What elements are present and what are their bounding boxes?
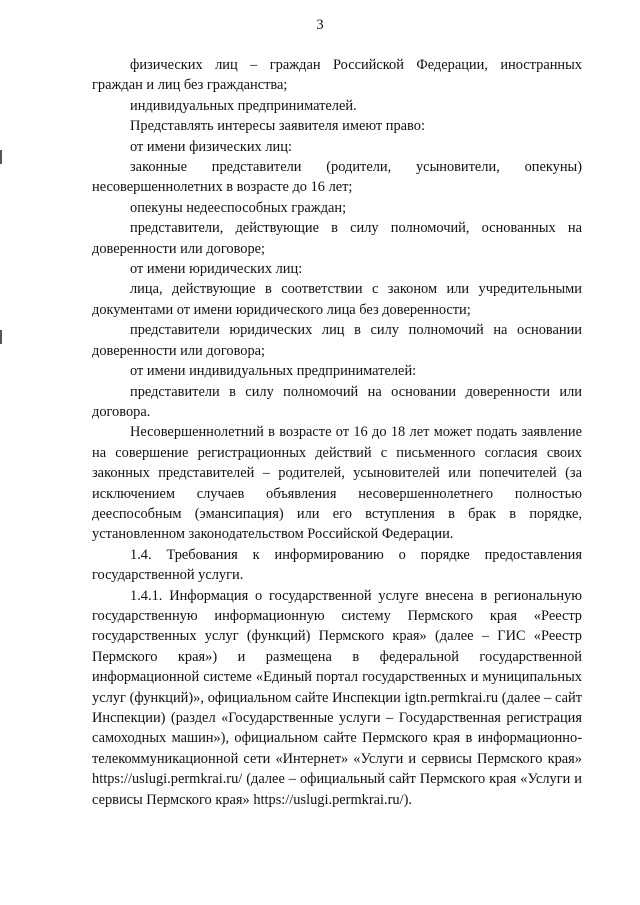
paragraph: Представлять интересы заявителя имеют право:	[130, 118, 425, 135]
paragraph: Несовершеннолетний в возрасте от 16 до 18 лет может подать заявление на совершение регистрационных действий с письменного согласия своих законных представителей – родителей, усыновителей или попечителей (за исключением случаев объявления несовершеннолетнего полностью дееспособным (эмансипация) или его вступления в брак в порядке, установленном законодательством Российской Федерации.	[92, 424, 582, 543]
paragraph: от имени индивидуальных предпринимателей:	[130, 363, 417, 380]
page-number: 3	[316, 17, 324, 33]
paragraph: 1.4.1. Информация о государственной услуге внесена в региональную государственную информационную систему Пермского края «Реестр государственных услуг (функций) Пермского края» (далее – ГИС «Реестр Пермского края») и размещена в федеральной государственной информационной системе «Единый портал государственных и муниципальных услуг (функций)», официальном сайте Инспекции igtn.permkrai.ru (далее – сайт Инспекции) (раздел «Государственные услуги – Государственная регистрация самоходных машин»), официальном сайте Пермского края в информационно-телекоммуникационной сети «Интернет» «Услуги и сервисы Пермского края» https://uslugi.permkrai.ru/ (далее – официальный сайт Пермского края «Услуги и сервисы Пермского края» https://uslugi.permkrai.ru/).	[92, 587, 582, 808]
margin-mark	[0, 150, 2, 164]
paragraph: лица, действующие в соответствии с законом или учредительными документами от имени юридического лица без доверенности;	[92, 281, 582, 318]
paragraph: законные представители (родители, усыновители, опекуны) несовершеннолетних в возрасте до 16 лет;	[92, 159, 582, 196]
paragraph: физических лиц – граждан Российской Федерации, иностранных граждан и лиц без гражданства;	[92, 57, 582, 94]
paragraph: индивидуальных предпринимателей.	[130, 97, 357, 114]
paragraph: от имени физических лиц:	[130, 138, 292, 155]
paragraph: от имени юридических лиц:	[130, 261, 303, 278]
paragraph: представители в силу полномочий на основании доверенности или договора.	[92, 383, 582, 420]
section-heading: 1.4. Требования к информированию о порядке предоставления государственной услуги.	[92, 546, 582, 584]
body-text	[92, 55, 582, 810]
paragraph: представители, действующие в силу полномочий, основанных на доверенности или договоре;	[92, 220, 582, 257]
paragraph: представители юридических лиц в силу полномочий на основании доверенности или договора;	[92, 322, 582, 359]
paragraph: опекуны недееспособных граждан;	[130, 199, 347, 216]
margin-mark	[0, 330, 2, 344]
